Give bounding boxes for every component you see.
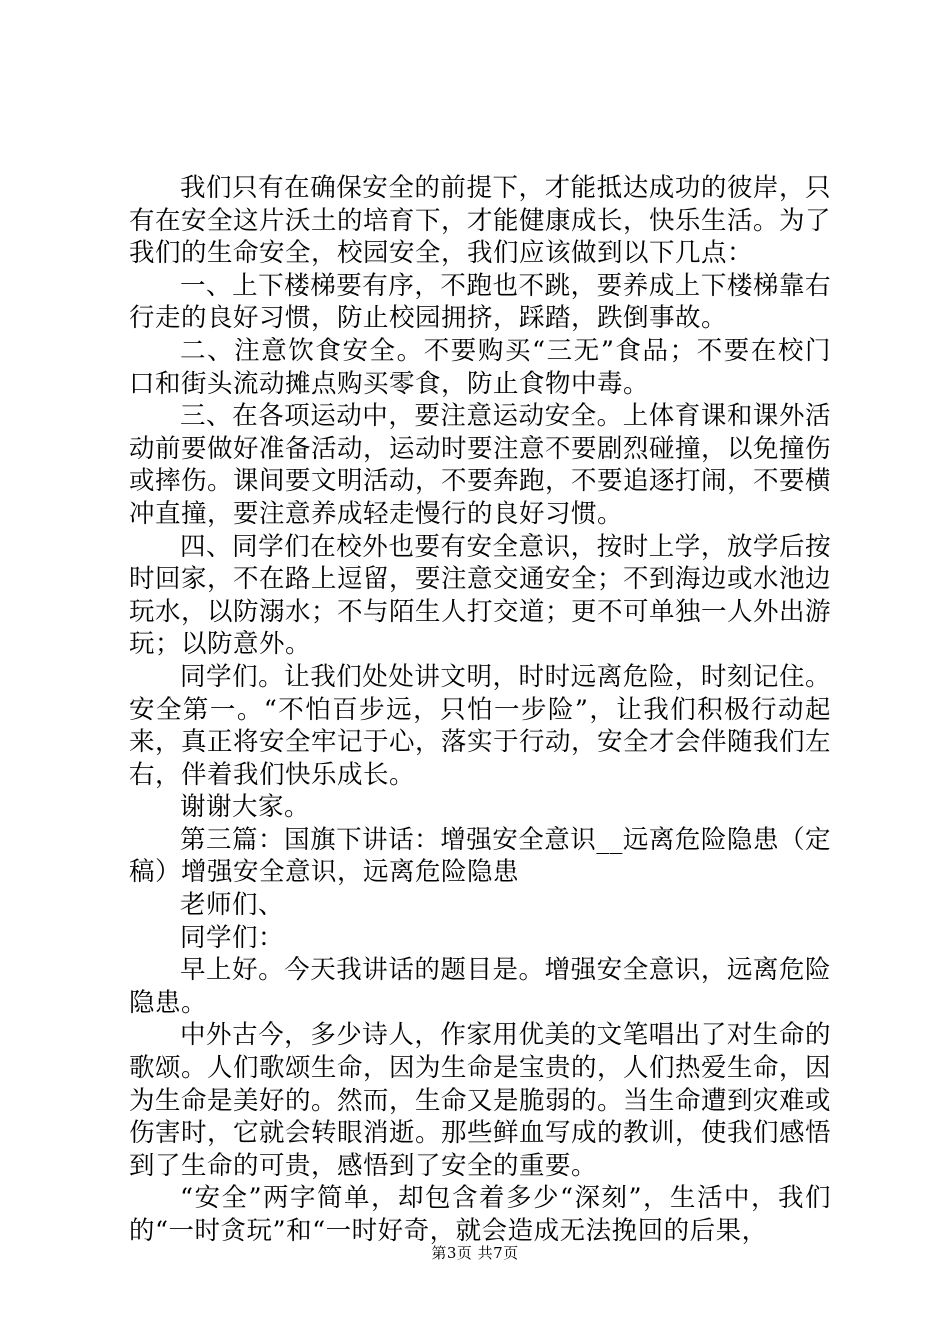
paragraph: 我们只有在确保安全的前提下，才能抵达成功的彼岸，只有在安全这片沃土的培育下，才能健康成长，快乐生活。为了我们的生命安全，校园安全，我们应该做到以下几点： xyxy=(129,173,832,269)
paragraph: 早上好。今天我讲话的题目是。增强安全意识，远离危险隐患。 xyxy=(129,955,831,1018)
paragraph: 中外古今，多少诗人，作家用优美的文笔唱出了对生命的歌颂。人们歌颂生命，因为生命是宝贵的，人们热爱生命，因为生命是美好的。然而，生命又是脆弱的。当生命遭到灾难或伤害时，它就会转眼消逝。那些鲜血写成的教训，使我们感悟到了生命的可贵，感悟到了安全的重要。 xyxy=(129,1020,832,1181)
page-number: 第3页 共7页 xyxy=(431,1244,519,1262)
paragraph: 同学们： xyxy=(180,922,285,953)
paragraph: 谢谢大家。 xyxy=(180,792,311,823)
paragraph: 二、注意饮食安全。不要购买“三无”食品；不要在校门口和街头流动摊点购买零食，防止食物中毒。 xyxy=(129,335,831,399)
paragraph: 一、上下楼梯要有序，不跑也不跳，要养成上下楼梯靠右行走的良好习惯，防止校园拥挤，踩踏，跌倒事故。 xyxy=(129,270,831,334)
paragraph: 同学们。让我们处处讲文明，时时远离危险，时刻记住。安全第一。“不怕百步远，只怕一步险”，让我们积极行动起来，真正将安全牢记于心，落实于行动，安全才会伴随我们左右，伴着我们快乐成长。 xyxy=(129,661,832,790)
paragraph: 三、在各项运动中，要注意运动安全。上体育课和课外活动前要做好准备活动，运动时要注意不要剧烈碰撞，以免撞伤或摔伤。课间要文明活动，不要奔跑，不要追逐打闹，不要横冲直撞，要注意养成轻走慢行的良好习惯。 xyxy=(129,401,832,529)
document-body xyxy=(129,172,831,1248)
section-heading: 第三篇：国旗下讲话：增强安全意识__远离危险隐患（定稿）增强安全意识，远离危险隐患 xyxy=(129,824,831,888)
paragraph: “安全”两字简单，却包含着多少“深刻”，生活中，我们的“一时贪玩”和“一时好奇，就会造成无法挽回的后果， xyxy=(129,1183,831,1246)
paragraph: 四、同学们在校外也要有安全意识，按时上学，放学后按时回家，不在路上逗留，要注意交通安全；不到海边或水池边玩水，以防溺水；不与陌生人打交道；更不可单独一人外出游玩；以防意外。 xyxy=(129,531,832,660)
paragraph: 老师们、 xyxy=(180,890,285,921)
